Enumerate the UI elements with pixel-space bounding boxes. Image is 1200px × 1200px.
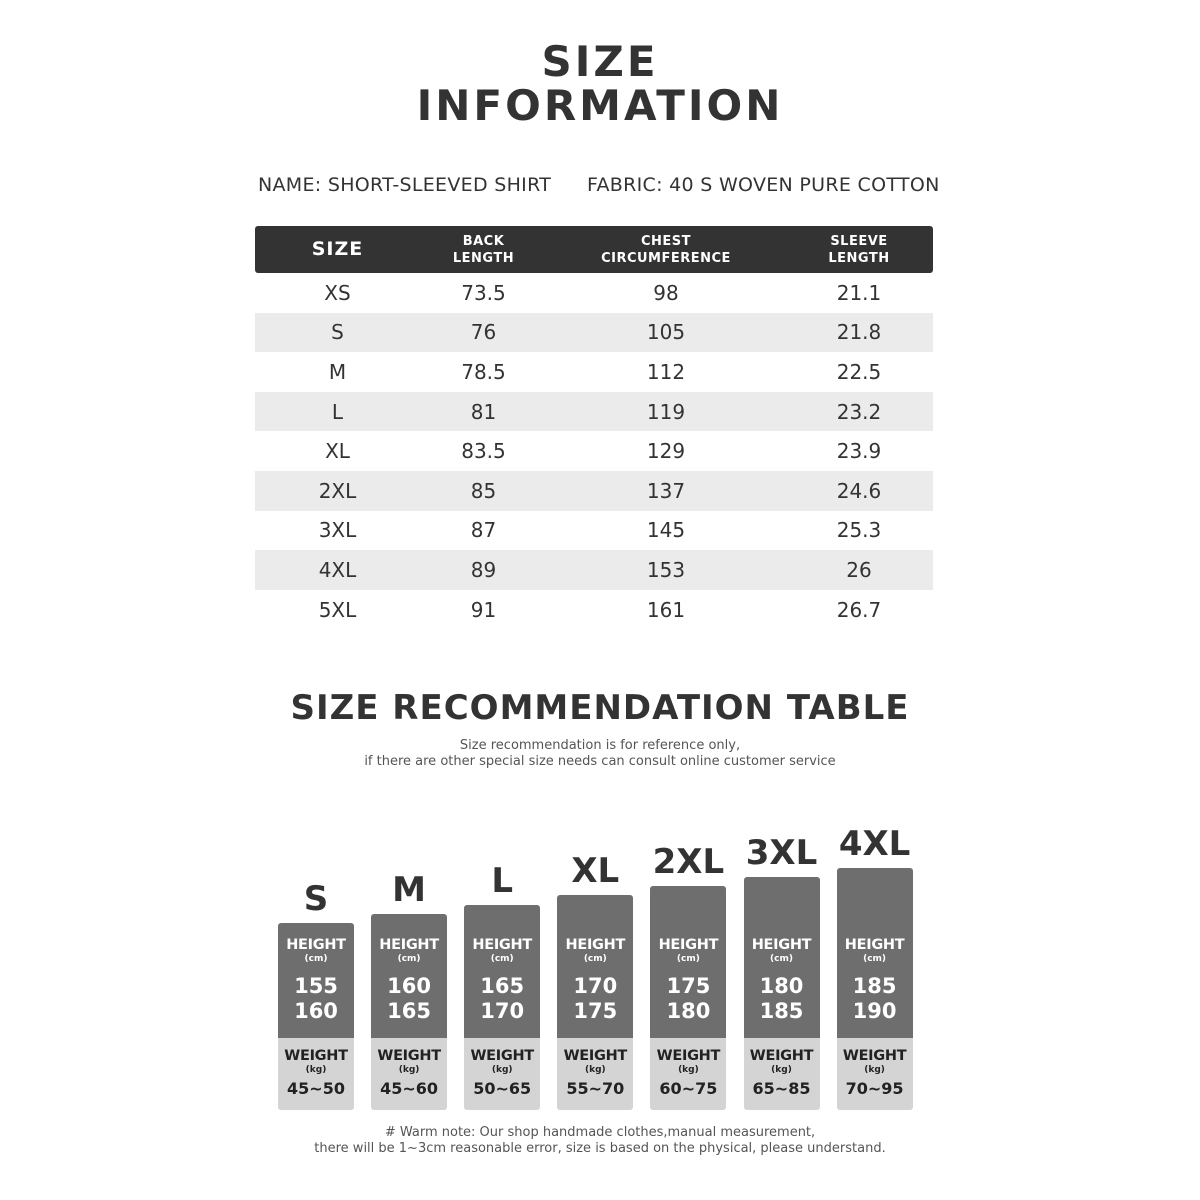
weight-unit: (kg) [771,1065,792,1075]
header-chest-circumference: CHEST CIRCUMFERENCE [601,233,731,266]
weight-section [837,1038,913,1110]
header-size: SIZE [311,238,364,260]
cell-chest-circumference: 137 [646,478,686,503]
cell-sleeve-length: 21.8 [836,320,882,345]
height-max: 185 [759,999,804,1023]
cell-size: 4XL [318,557,357,582]
page-title-line1: SIZE [541,37,659,86]
cell-chest-circumference: 129 [646,439,686,464]
cell-size: S [331,320,344,345]
cell-sleeve-length: 23.9 [836,439,882,464]
height-unit: (cm) [676,953,700,964]
card-size-label: 3XL [745,833,818,873]
table-row [255,590,933,630]
size-card [650,886,726,1110]
size-card [557,895,633,1110]
weight-label: WEIGHT [656,1047,721,1064]
cell-size: XS [324,280,351,305]
card-size-label: S [303,879,329,919]
cell-size: 5XL [318,597,357,622]
height-section [744,877,820,1038]
table-row [255,313,933,353]
cell-back-length: 81 [470,399,497,424]
weight-unit: (kg) [678,1064,699,1075]
cell-chest-circumference: 105 [646,320,686,345]
height-label: HEIGHT [379,936,439,953]
size-card [464,905,540,1110]
height-min: 165 [480,973,525,998]
table-row [255,352,933,392]
cell-size: 3XL [318,518,357,543]
weight-unit: (kg) [864,1064,885,1075]
height-min: 180 [759,974,804,998]
height-section [650,886,726,1038]
height-section [371,914,447,1038]
cell-size: 2XL [318,478,357,503]
cell-sleeve-length: 21.1 [836,280,882,305]
weight-range: 60~75 [659,1078,718,1098]
size-card [371,914,447,1110]
cell-sleeve-length: 26.7 [836,597,882,622]
weight-range: 65~85 [752,1079,811,1098]
weight-label: WEIGHT [377,1047,441,1064]
height-min: 175 [666,973,711,998]
weight-range: 55~70 [566,1078,625,1098]
cell-size: XL [325,439,350,464]
height-label: HEIGHT [286,937,346,953]
cell-sleeve-length: 25.3 [836,518,882,543]
height-label: HEIGHT [565,936,626,953]
weight-label: WEIGHT [842,1047,907,1064]
weight-range: 70~95 [845,1078,904,1098]
height-unit: (cm) [490,953,514,964]
size-card [744,877,820,1110]
weight-label: WEIGHT [470,1047,534,1064]
warm-note-line2: there will be 1~3cm reasonable error, size is based on the physical, please understand. [314,1141,886,1156]
cell-back-length: 87 [470,518,497,543]
table-row [255,392,933,432]
table-row [255,511,933,551]
weight-section [557,1038,633,1110]
warm-note-line1: # Warm note: Our shop handmade clothes,manual measurement, [384,1125,816,1140]
height-max: 180 [666,998,711,1023]
cell-back-length: 91 [470,597,497,622]
cell-back-length: 76 [470,320,497,345]
height-unit: (cm) [583,953,607,964]
weight-range: 45~60 [380,1078,439,1098]
cell-back-length: 73.5 [461,280,506,305]
cell-chest-circumference: 153 [646,557,686,582]
card-size-label: L [491,860,514,901]
weight-label: WEIGHT [563,1047,627,1064]
size-table-body [255,273,933,629]
weight-section [278,1038,354,1110]
header-sleeve-length: SLEEVE LENGTH [828,233,890,266]
weight-section [371,1038,447,1110]
cell-chest-circumference: 112 [646,359,686,384]
weight-unit: (kg) [398,1064,420,1075]
card-size-label: M [392,869,427,910]
product-fabric: FABRIC: 40 S WOVEN PURE COTTON [587,174,940,196]
height-min: 155 [294,974,338,998]
recommendation-note-line2: if there are other special size needs can consult online customer service [364,754,836,769]
cell-chest-circumference: 98 [653,280,679,305]
cell-sleeve-length: 22.5 [836,359,882,384]
height-min: 170 [573,973,618,998]
cell-size: M [328,359,347,384]
table-row [255,550,933,590]
card-size-label: 2XL [652,842,725,883]
size-table [255,226,933,629]
product-name: NAME: SHORT-SLEEVED SHIRT [258,174,552,196]
height-unit: (cm) [863,953,887,964]
height-max: 165 [387,998,432,1023]
height-section [278,923,354,1038]
height-min: 185 [852,973,897,998]
cell-back-length: 78.5 [461,359,506,384]
recommendation-note-line1: Size recommendation is for reference only, [459,738,741,753]
weight-range: 45~50 [287,1079,345,1098]
cell-back-length: 83.5 [461,439,506,464]
height-max: 170 [480,998,525,1023]
height-unit: (cm) [397,953,421,964]
height-max: 160 [294,999,338,1023]
card-size-label: 4XL [838,823,911,864]
weight-section [650,1038,726,1110]
weight-label: WEIGHT [749,1048,814,1064]
height-unit: (cm) [304,954,328,964]
table-row [255,471,933,511]
size-table-header [255,226,933,273]
table-row [255,431,933,471]
recommendation-title: SIZE RECOMMENDATION TABLE [290,688,910,728]
height-min: 160 [387,973,432,998]
height-unit: (cm) [770,954,793,964]
height-label: HEIGHT [658,936,719,953]
height-section [837,868,913,1038]
height-section [557,895,633,1038]
height-section [464,905,540,1038]
height-max: 175 [573,998,618,1023]
cell-back-length: 89 [470,557,497,582]
height-label: HEIGHT [751,937,812,953]
size-card [278,923,354,1110]
cell-back-length: 85 [470,478,497,503]
weight-unit: (kg) [491,1064,513,1075]
cell-chest-circumference: 145 [646,518,686,543]
weight-section [464,1038,540,1110]
cell-chest-circumference: 119 [646,399,686,424]
cell-sleeve-length: 24.6 [836,478,882,503]
page-title-line2: INFORMATION [416,81,784,130]
size-card [837,868,913,1110]
header-back-length: BACK LENGTH [452,233,515,266]
height-max: 190 [852,998,897,1023]
cell-chest-circumference: 161 [646,597,686,622]
weight-range: 50~65 [473,1078,532,1098]
weight-unit: (kg) [584,1064,606,1075]
cell-sleeve-length: 23.2 [836,399,882,424]
card-size-label: XL [571,851,620,892]
weight-unit: (kg) [305,1065,327,1075]
weight-section [744,1038,820,1110]
table-row [255,273,933,313]
height-label: HEIGHT [472,936,532,953]
cell-sleeve-length: 26 [846,557,872,582]
weight-label: WEIGHT [284,1048,348,1064]
height-label: HEIGHT [844,936,905,953]
cell-size: L [331,399,344,424]
